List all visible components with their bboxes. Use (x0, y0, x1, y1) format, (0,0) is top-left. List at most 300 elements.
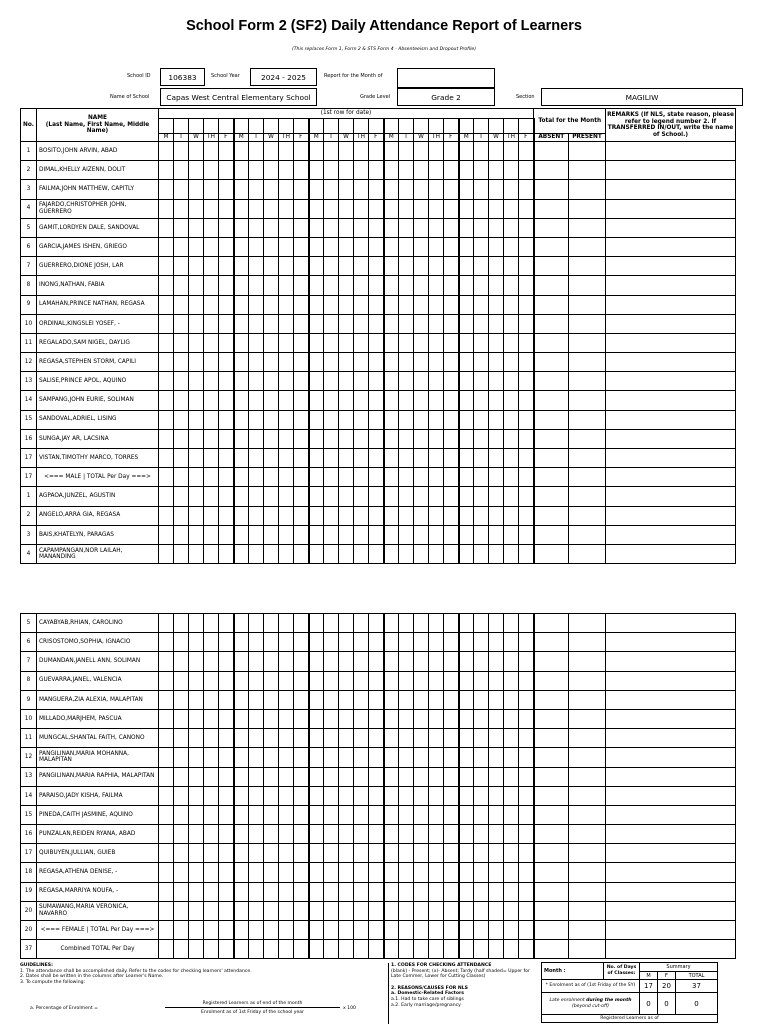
attendance-cell[interactable] (219, 729, 234, 748)
attendance-cell[interactable] (504, 729, 519, 748)
attendance-cell[interactable] (264, 276, 279, 295)
attendance-cell[interactable] (414, 544, 429, 563)
attendance-cell[interactable] (234, 614, 249, 633)
attendance-cell[interactable] (459, 161, 474, 180)
attendance-cell[interactable] (234, 314, 249, 333)
attendance-cell[interactable] (489, 449, 504, 468)
attendance-cell[interactable] (219, 940, 234, 959)
attendance-cell[interactable] (519, 882, 534, 901)
attendance-cell[interactable] (294, 314, 309, 333)
attendance-cell[interactable] (159, 940, 174, 959)
attendance-cell[interactable] (174, 314, 189, 333)
attendance-cell[interactable] (474, 333, 489, 352)
attendance-cell[interactable] (189, 199, 204, 218)
attendance-cell[interactable] (384, 709, 399, 728)
attendance-cell[interactable] (399, 786, 414, 805)
attendance-cell[interactable] (234, 372, 249, 391)
attendance-cell[interactable] (459, 921, 474, 940)
attendance-cell[interactable] (504, 429, 519, 448)
attendance-cell[interactable] (414, 161, 429, 180)
attendance-cell[interactable] (444, 506, 459, 525)
attendance-cell[interactable] (324, 767, 339, 786)
remarks-cell[interactable] (606, 199, 736, 218)
attendance-cell[interactable] (204, 525, 219, 544)
attendance-cell[interactable] (309, 921, 324, 940)
attendance-cell[interactable] (204, 391, 219, 410)
attendance-cell[interactable] (399, 295, 414, 314)
absent-total-cell[interactable] (534, 748, 569, 767)
attendance-cell[interactable] (309, 709, 324, 728)
present-total-cell[interactable] (569, 921, 606, 940)
attendance-cell[interactable] (399, 882, 414, 901)
attendance-cell[interactable] (369, 825, 384, 844)
attendance-cell[interactable] (324, 161, 339, 180)
attendance-cell[interactable] (414, 142, 429, 161)
attendance-cell[interactable] (354, 786, 369, 805)
attendance-cell[interactable] (249, 218, 264, 237)
attendance-cell[interactable] (324, 410, 339, 429)
attendance-cell[interactable] (189, 633, 204, 652)
attendance-cell[interactable] (204, 652, 219, 671)
present-total-cell[interactable] (569, 525, 606, 544)
attendance-cell[interactable] (369, 525, 384, 544)
attendance-cell[interactable] (354, 690, 369, 709)
attendance-cell[interactable] (459, 729, 474, 748)
attendance-cell[interactable] (384, 690, 399, 709)
attendance-cell[interactable] (414, 671, 429, 690)
attendance-cell[interactable] (429, 276, 444, 295)
attendance-cell[interactable] (204, 372, 219, 391)
attendance-cell[interactable] (204, 825, 219, 844)
attendance-cell[interactable] (414, 729, 429, 748)
attendance-cell[interactable] (234, 506, 249, 525)
attendance-cell[interactable] (324, 372, 339, 391)
attendance-cell[interactable] (384, 671, 399, 690)
attendance-cell[interactable] (159, 372, 174, 391)
attendance-cell[interactable] (339, 142, 354, 161)
attendance-cell[interactable] (369, 429, 384, 448)
absent-total-cell[interactable] (534, 506, 569, 525)
attendance-cell[interactable] (234, 767, 249, 786)
attendance-cell[interactable] (159, 671, 174, 690)
attendance-cell[interactable] (354, 199, 369, 218)
attendance-cell[interactable] (294, 199, 309, 218)
attendance-cell[interactable] (459, 449, 474, 468)
section-field[interactable]: MAGILIW (541, 88, 743, 106)
attendance-cell[interactable] (249, 372, 264, 391)
attendance-cell[interactable] (204, 863, 219, 882)
present-total-cell[interactable] (569, 257, 606, 276)
attendance-cell[interactable] (519, 372, 534, 391)
attendance-cell[interactable] (489, 180, 504, 199)
attendance-cell[interactable] (279, 825, 294, 844)
attendance-cell[interactable] (174, 671, 189, 690)
attendance-cell[interactable] (264, 671, 279, 690)
attendance-cell[interactable] (414, 940, 429, 959)
attendance-cell[interactable] (249, 506, 264, 525)
attendance-cell[interactable] (354, 729, 369, 748)
attendance-cell[interactable] (204, 257, 219, 276)
attendance-cell[interactable] (219, 314, 234, 333)
attendance-cell[interactable] (459, 391, 474, 410)
attendance-cell[interactable] (354, 257, 369, 276)
attendance-cell[interactable] (219, 844, 234, 863)
attendance-cell[interactable] (519, 825, 534, 844)
attendance-cell[interactable] (294, 276, 309, 295)
attendance-cell[interactable] (189, 901, 204, 920)
attendance-cell[interactable] (204, 295, 219, 314)
attendance-cell[interactable] (279, 525, 294, 544)
attendance-cell[interactable] (294, 295, 309, 314)
attendance-cell[interactable] (354, 525, 369, 544)
attendance-cell[interactable] (174, 882, 189, 901)
attendance-cell[interactable] (234, 921, 249, 940)
attendance-cell[interactable] (384, 767, 399, 786)
attendance-cell[interactable] (504, 333, 519, 352)
absent-total-cell[interactable] (534, 709, 569, 728)
attendance-cell[interactable] (384, 729, 399, 748)
attendance-cell[interactable] (384, 142, 399, 161)
attendance-cell[interactable] (339, 429, 354, 448)
attendance-cell[interactable] (429, 468, 444, 487)
attendance-cell[interactable] (219, 671, 234, 690)
attendance-cell[interactable] (309, 333, 324, 352)
attendance-cell[interactable] (324, 276, 339, 295)
attendance-cell[interactable] (354, 372, 369, 391)
attendance-cell[interactable] (474, 844, 489, 863)
attendance-cell[interactable] (309, 142, 324, 161)
present-total-cell[interactable] (569, 276, 606, 295)
attendance-cell[interactable] (369, 276, 384, 295)
remarks-cell[interactable] (606, 353, 736, 372)
attendance-cell[interactable] (504, 709, 519, 728)
attendance-cell[interactable] (519, 142, 534, 161)
attendance-cell[interactable] (354, 863, 369, 882)
absent-total-cell[interactable] (534, 729, 569, 748)
attendance-cell[interactable] (279, 940, 294, 959)
attendance-cell[interactable] (339, 506, 354, 525)
attendance-cell[interactable] (174, 237, 189, 256)
attendance-cell[interactable] (174, 142, 189, 161)
attendance-cell[interactable] (414, 276, 429, 295)
attendance-cell[interactable] (189, 468, 204, 487)
attendance-cell[interactable] (249, 690, 264, 709)
attendance-cell[interactable] (504, 449, 519, 468)
attendance-cell[interactable] (339, 161, 354, 180)
attendance-cell[interactable] (159, 748, 174, 767)
attendance-cell[interactable] (399, 257, 414, 276)
attendance-cell[interactable] (354, 449, 369, 468)
attendance-cell[interactable] (474, 748, 489, 767)
attendance-cell[interactable] (444, 709, 459, 728)
attendance-cell[interactable] (189, 921, 204, 940)
attendance-cell[interactable] (429, 372, 444, 391)
attendance-cell[interactable] (489, 748, 504, 767)
attendance-cell[interactable] (279, 314, 294, 333)
remarks-cell[interactable] (606, 882, 736, 901)
attendance-cell[interactable] (489, 391, 504, 410)
attendance-cell[interactable] (414, 863, 429, 882)
attendance-cell[interactable] (384, 199, 399, 218)
attendance-cell[interactable] (159, 487, 174, 506)
attendance-cell[interactable] (354, 429, 369, 448)
remarks-cell[interactable] (606, 767, 736, 786)
absent-total-cell[interactable] (534, 652, 569, 671)
attendance-cell[interactable] (489, 142, 504, 161)
attendance-cell[interactable] (189, 805, 204, 824)
attendance-cell[interactable] (174, 161, 189, 180)
attendance-cell[interactable] (204, 218, 219, 237)
attendance-cell[interactable] (294, 901, 309, 920)
attendance-cell[interactable] (354, 333, 369, 352)
attendance-cell[interactable] (459, 767, 474, 786)
attendance-cell[interactable] (504, 487, 519, 506)
attendance-cell[interactable] (354, 142, 369, 161)
attendance-cell[interactable] (294, 825, 309, 844)
attendance-cell[interactable] (519, 544, 534, 563)
attendance-cell[interactable] (339, 882, 354, 901)
attendance-cell[interactable] (324, 429, 339, 448)
attendance-cell[interactable] (189, 257, 204, 276)
attendance-cell[interactable] (369, 449, 384, 468)
attendance-cell[interactable] (489, 295, 504, 314)
attendance-cell[interactable] (204, 729, 219, 748)
attendance-cell[interactable] (459, 901, 474, 920)
attendance-cell[interactable] (459, 333, 474, 352)
attendance-cell[interactable] (504, 314, 519, 333)
attendance-cell[interactable] (264, 805, 279, 824)
attendance-cell[interactable] (279, 767, 294, 786)
attendance-cell[interactable] (189, 161, 204, 180)
attendance-cell[interactable] (204, 506, 219, 525)
attendance-cell[interactable] (519, 786, 534, 805)
attendance-cell[interactable] (354, 748, 369, 767)
attendance-cell[interactable] (339, 633, 354, 652)
attendance-cell[interactable] (189, 863, 204, 882)
attendance-cell[interactable] (279, 180, 294, 199)
attendance-cell[interactable] (369, 314, 384, 333)
attendance-cell[interactable] (189, 729, 204, 748)
attendance-cell[interactable] (354, 921, 369, 940)
attendance-cell[interactable] (174, 429, 189, 448)
attendance-cell[interactable] (444, 633, 459, 652)
attendance-cell[interactable] (429, 767, 444, 786)
absent-total-cell[interactable] (534, 333, 569, 352)
attendance-cell[interactable] (369, 863, 384, 882)
attendance-cell[interactable] (369, 487, 384, 506)
attendance-cell[interactable] (264, 372, 279, 391)
attendance-cell[interactable] (519, 333, 534, 352)
attendance-cell[interactable] (249, 487, 264, 506)
attendance-cell[interactable] (369, 295, 384, 314)
attendance-cell[interactable] (369, 882, 384, 901)
attendance-cell[interactable] (219, 544, 234, 563)
attendance-cell[interactable] (264, 690, 279, 709)
absent-total-cell[interactable] (534, 863, 569, 882)
attendance-cell[interactable] (249, 652, 264, 671)
attendance-cell[interactable] (429, 487, 444, 506)
attendance-cell[interactable] (159, 449, 174, 468)
attendance-cell[interactable] (294, 690, 309, 709)
attendance-cell[interactable] (339, 257, 354, 276)
attendance-cell[interactable] (309, 276, 324, 295)
attendance-cell[interactable] (234, 882, 249, 901)
attendance-cell[interactable] (279, 295, 294, 314)
attendance-cell[interactable] (339, 940, 354, 959)
attendance-cell[interactable] (249, 314, 264, 333)
attendance-cell[interactable] (399, 410, 414, 429)
attendance-cell[interactable] (489, 468, 504, 487)
remarks-cell[interactable] (606, 671, 736, 690)
attendance-cell[interactable] (174, 276, 189, 295)
attendance-cell[interactable] (414, 314, 429, 333)
attendance-cell[interactable] (204, 161, 219, 180)
attendance-cell[interactable] (354, 805, 369, 824)
attendance-cell[interactable] (294, 805, 309, 824)
attendance-cell[interactable] (489, 257, 504, 276)
attendance-cell[interactable] (414, 767, 429, 786)
attendance-cell[interactable] (354, 882, 369, 901)
attendance-cell[interactable] (234, 901, 249, 920)
attendance-cell[interactable] (234, 161, 249, 180)
attendance-cell[interactable] (414, 652, 429, 671)
absent-total-cell[interactable] (534, 218, 569, 237)
present-total-cell[interactable] (569, 767, 606, 786)
absent-total-cell[interactable] (534, 767, 569, 786)
attendance-cell[interactable] (474, 525, 489, 544)
absent-total-cell[interactable] (534, 825, 569, 844)
attendance-cell[interactable] (159, 652, 174, 671)
attendance-cell[interactable] (159, 429, 174, 448)
attendance-cell[interactable] (264, 901, 279, 920)
attendance-cell[interactable] (339, 449, 354, 468)
absent-total-cell[interactable] (534, 468, 569, 487)
attendance-cell[interactable] (459, 487, 474, 506)
attendance-cell[interactable] (249, 729, 264, 748)
report-month-field[interactable] (397, 68, 495, 88)
remarks-cell[interactable] (606, 825, 736, 844)
attendance-cell[interactable] (504, 671, 519, 690)
attendance-cell[interactable] (234, 257, 249, 276)
attendance-cell[interactable] (339, 786, 354, 805)
attendance-cell[interactable] (174, 257, 189, 276)
attendance-cell[interactable] (279, 468, 294, 487)
attendance-cell[interactable] (279, 449, 294, 468)
attendance-cell[interactable] (414, 901, 429, 920)
attendance-cell[interactable] (294, 372, 309, 391)
attendance-cell[interactable] (414, 690, 429, 709)
attendance-cell[interactable] (189, 353, 204, 372)
attendance-cell[interactable] (159, 218, 174, 237)
attendance-cell[interactable] (384, 180, 399, 199)
attendance-cell[interactable] (474, 429, 489, 448)
attendance-cell[interactable] (474, 767, 489, 786)
attendance-cell[interactable] (519, 218, 534, 237)
attendance-cell[interactable] (399, 142, 414, 161)
attendance-cell[interactable] (519, 295, 534, 314)
present-total-cell[interactable] (569, 218, 606, 237)
attendance-cell[interactable] (384, 940, 399, 959)
attendance-cell[interactable] (459, 429, 474, 448)
attendance-cell[interactable] (444, 921, 459, 940)
attendance-cell[interactable] (474, 729, 489, 748)
attendance-cell[interactable] (354, 614, 369, 633)
attendance-cell[interactable] (504, 199, 519, 218)
attendance-cell[interactable] (369, 410, 384, 429)
attendance-cell[interactable] (414, 506, 429, 525)
attendance-cell[interactable] (354, 276, 369, 295)
date-cell[interactable] (459, 119, 474, 134)
attendance-cell[interactable] (309, 410, 324, 429)
attendance-cell[interactable] (339, 487, 354, 506)
attendance-cell[interactable] (189, 142, 204, 161)
attendance-cell[interactable] (369, 614, 384, 633)
attendance-cell[interactable] (459, 237, 474, 256)
attendance-cell[interactable] (519, 410, 534, 429)
attendance-cell[interactable] (489, 767, 504, 786)
attendance-cell[interactable] (489, 199, 504, 218)
attendance-cell[interactable] (459, 940, 474, 959)
attendance-cell[interactable] (489, 940, 504, 959)
attendance-cell[interactable] (399, 844, 414, 863)
attendance-cell[interactable] (294, 882, 309, 901)
attendance-cell[interactable] (399, 901, 414, 920)
absent-total-cell[interactable] (534, 805, 569, 824)
attendance-cell[interactable] (174, 940, 189, 959)
attendance-cell[interactable] (474, 690, 489, 709)
attendance-cell[interactable] (459, 652, 474, 671)
attendance-cell[interactable] (309, 429, 324, 448)
attendance-cell[interactable] (324, 449, 339, 468)
attendance-cell[interactable] (294, 671, 309, 690)
attendance-cell[interactable] (279, 429, 294, 448)
date-cell[interactable] (474, 119, 489, 134)
attendance-cell[interactable] (504, 844, 519, 863)
attendance-cell[interactable] (339, 525, 354, 544)
attendance-cell[interactable] (474, 237, 489, 256)
attendance-cell[interactable] (309, 825, 324, 844)
attendance-cell[interactable] (384, 429, 399, 448)
attendance-cell[interactable] (174, 614, 189, 633)
attendance-cell[interactable] (489, 729, 504, 748)
attendance-cell[interactable] (369, 544, 384, 563)
attendance-cell[interactable] (474, 633, 489, 652)
absent-total-cell[interactable] (534, 237, 569, 256)
attendance-cell[interactable] (504, 372, 519, 391)
attendance-cell[interactable] (204, 314, 219, 333)
present-total-cell[interactable] (569, 709, 606, 728)
attendance-cell[interactable] (489, 372, 504, 391)
attendance-cell[interactable] (519, 767, 534, 786)
date-cell[interactable] (399, 119, 414, 134)
present-total-cell[interactable] (569, 901, 606, 920)
attendance-cell[interactable] (234, 218, 249, 237)
attendance-cell[interactable] (204, 633, 219, 652)
attendance-cell[interactable] (504, 257, 519, 276)
attendance-cell[interactable] (189, 314, 204, 333)
attendance-cell[interactable] (339, 805, 354, 824)
attendance-cell[interactable] (399, 690, 414, 709)
attendance-cell[interactable] (414, 295, 429, 314)
attendance-cell[interactable] (489, 487, 504, 506)
attendance-cell[interactable] (294, 709, 309, 728)
attendance-cell[interactable] (234, 468, 249, 487)
attendance-cell[interactable] (429, 506, 444, 525)
attendance-cell[interactable] (294, 257, 309, 276)
attendance-cell[interactable] (219, 805, 234, 824)
attendance-cell[interactable] (429, 333, 444, 352)
attendance-cell[interactable] (159, 863, 174, 882)
